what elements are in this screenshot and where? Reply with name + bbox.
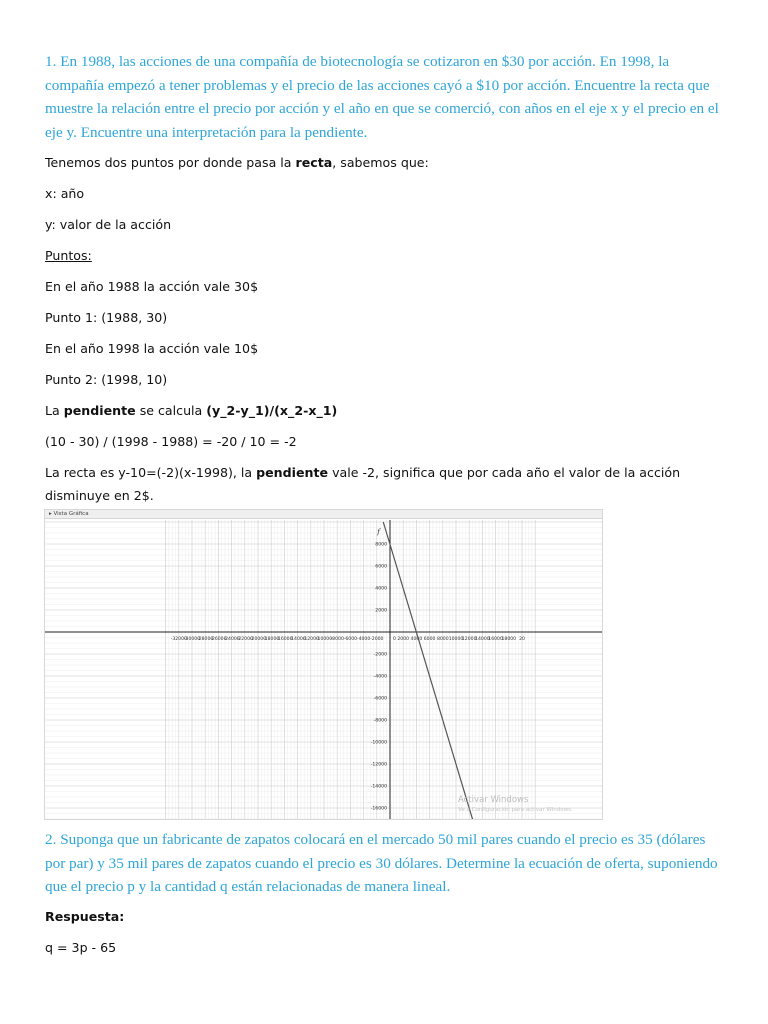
x-tick-label: -6000 — [343, 637, 358, 642]
y-tick-label: 8000 — [375, 542, 387, 548]
watermark-subtitle: Ve a Configuración para activar Windows. — [458, 807, 573, 813]
y-tick-label: -8000 — [373, 718, 387, 724]
y-tick-label: 2000 — [375, 608, 387, 614]
answer-label — [45, 905, 735, 928]
point-2: Punto 2: (1998, 10) — [45, 372, 168, 387]
x-tick-label: -32000 — [170, 637, 187, 642]
y-tick-label: 6000 — [375, 564, 387, 570]
plot-grid — [45, 520, 602, 819]
x-tick-label: -12000 — [302, 637, 319, 642]
x-tick-label: -2000 — [370, 637, 384, 642]
point-1: Punto 1: (1988, 30) — [45, 310, 168, 325]
line-plot — [45, 520, 602, 819]
x-tick-label: -20000 — [249, 637, 267, 642]
intro-text-b: recta — [295, 155, 333, 170]
graph-view[interactable] — [44, 509, 603, 820]
x-tick-label: -16000 — [276, 637, 293, 642]
x-tick-label: 2000 — [397, 637, 410, 642]
question-1: 1. En 1988, las acciones de una compañía de biotecnología se cotizaron en $30 por acción. En 1998, la compañía empezó a tener problemas y el precio de las acciones cayó a $10 por acción. Encuentre la recta que muestre la relación entre el precio por acción y el año en que se comerció, con años en el eje x y el precio en el eje y. Encuentre una interpretación para la pendiente. — [45, 53, 719, 141]
x-tick-label: -10000 — [315, 637, 333, 642]
plot-ticks — [171, 542, 525, 812]
x-tick-label: -22000 — [236, 637, 253, 642]
y-tick-label: -6000 — [373, 696, 387, 702]
x-tick-label: 6000 — [423, 637, 436, 642]
graph-view-header[interactable] — [45, 510, 602, 519]
collapse-triangle-icon[interactable]: ▸ — [49, 511, 54, 517]
x-tick-label: -8000 — [330, 637, 344, 642]
y-tick-label: -14000 — [370, 784, 387, 790]
year-1988-line: En el año 1988 la acción vale 30$ — [45, 279, 259, 294]
x-tick-label: 20 — [519, 637, 525, 642]
slope-calculation: (10 - 30) / (1998 - 1988) = -20 / 10 = -2 — [45, 434, 297, 449]
watermark-title: Activar Windows — [458, 795, 529, 805]
slope-text-b: pendiente — [63, 403, 136, 418]
x-tick-label: 12000 — [461, 637, 477, 642]
x-tick-label: -14000 — [289, 637, 306, 642]
intro-text-c: , sabemos que: — [332, 155, 429, 170]
slope-formula: (y_2-y_1)/(x_2-x_1) — [206, 403, 338, 418]
x-tick-label: -26000 — [210, 637, 227, 642]
question-2: 2. Suponga que un fabricante de zapatos colocará en el mercado 50 mil pares cuando el precio es 35 (dólares por par) y 35 mil pares de zapatos cuando el precio es 30 dólares. Determine la ecuación de oferta, suponiendo que el precio p y la cantidad q están relacionadas de manera lineal. — [45, 831, 718, 895]
x-tick-label: 16000 — [488, 637, 503, 642]
slope-text-c: se calcula — [135, 403, 207, 418]
y-definition: y: valor de la acción — [45, 217, 172, 232]
x-tick-label: -30000 — [183, 637, 201, 642]
slope-formula-line — [45, 399, 735, 422]
x-definition: x: año — [45, 186, 85, 201]
line-label: f — [377, 528, 380, 536]
points-heading: Puntos: — [45, 248, 92, 263]
graph-view-title: Vista Gráfica — [53, 511, 89, 517]
y-tick-label: -10000 — [370, 740, 387, 746]
x-tick-label: 14000 — [475, 637, 490, 642]
x-tick-label: 18000 — [501, 637, 517, 642]
conclusion-text-a: La recta es y-10=(-2)(x-1998), la — [45, 465, 257, 480]
x-tick-label: 4000 — [410, 637, 423, 642]
x-tick-label: -28000 — [197, 637, 214, 642]
slope-text-a: La — [45, 403, 64, 418]
year-1998-line: En el año 1998 la acción vale 10$ — [45, 341, 259, 356]
conclusion-text-c: vale -2, significa que por cada año el valor de la acción disminuye en 2$. — [45, 465, 681, 503]
x-tick-label: -24000 — [223, 637, 240, 642]
answer-equation: q = 3p - 65 — [45, 940, 117, 955]
conclusion — [45, 461, 735, 507]
intro-text-a: Tenemos dos puntos por donde pasa la — [45, 155, 296, 170]
y-tick-label: -12000 — [370, 762, 387, 768]
x-tick-label: -4000 — [356, 637, 371, 642]
y-tick-label: 4000 — [375, 586, 387, 592]
origin-label: 0 — [393, 637, 396, 642]
x-tick-label: 8000 — [436, 637, 449, 642]
answer-label-text: Respuesta: — [45, 909, 125, 924]
intro-line — [45, 151, 735, 174]
x-tick-label: 10000 — [448, 637, 464, 642]
y-tick-label: -2000 — [373, 652, 387, 658]
conclusion-text-b: pendiente — [256, 465, 329, 480]
y-tick-label: -4000 — [373, 674, 387, 680]
y-tick-label: -16000 — [370, 806, 387, 812]
x-tick-label: -18000 — [263, 637, 280, 642]
